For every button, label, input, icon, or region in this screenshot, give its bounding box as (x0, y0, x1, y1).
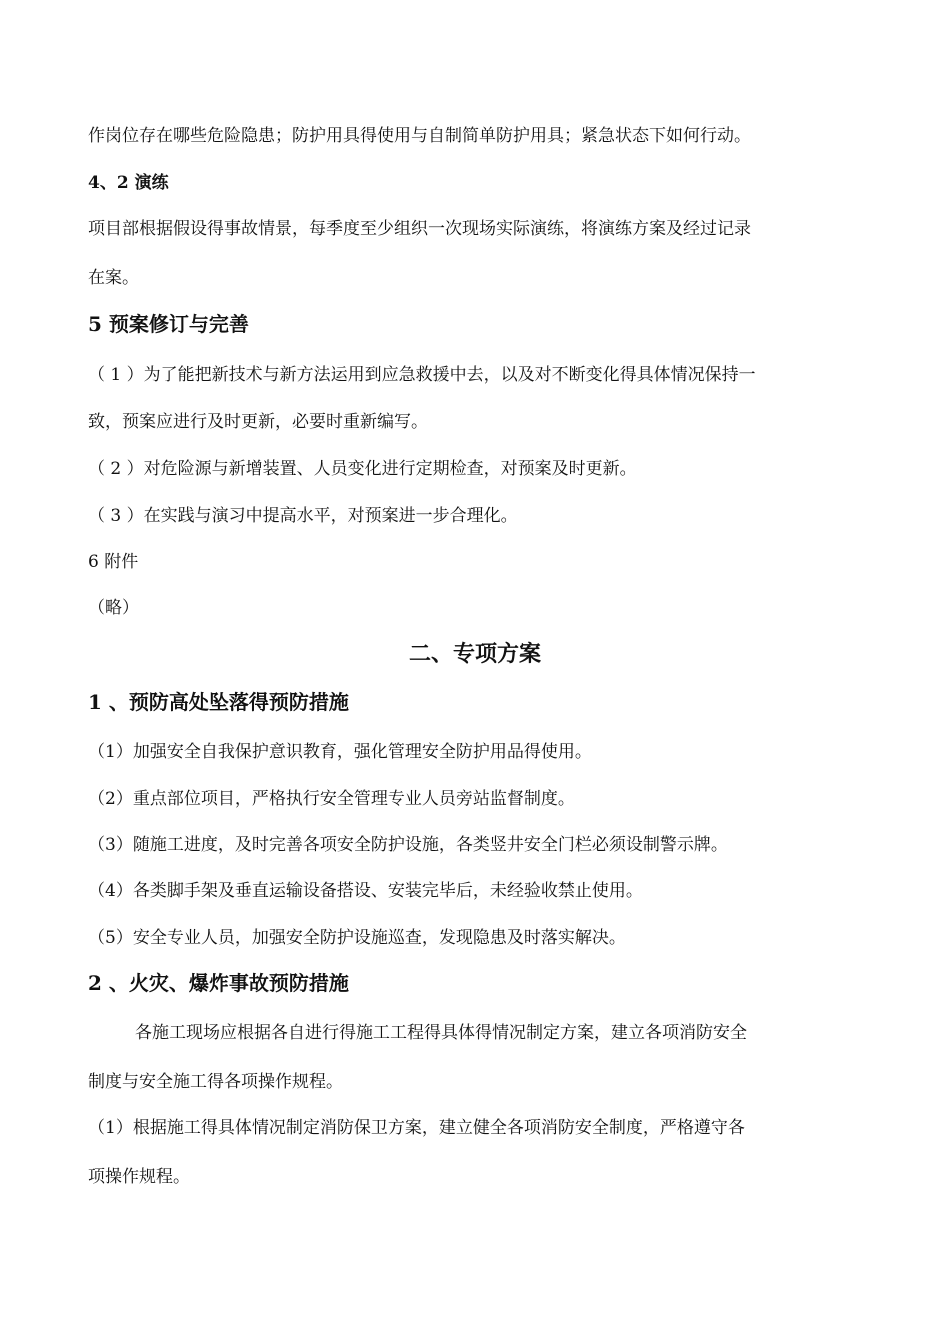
section-heading-fire-explosion: 2 、火灾、爆炸事故预防措施 (88, 971, 349, 995)
list-item-fall-2: （2）重点部位项目，严格执行安全管理专业人员旁站监督制度。 (88, 789, 575, 809)
section-heading-4-2-drill: 4、2 演练 (88, 173, 169, 193)
list-item-fire-1a: （1）根据施工得具体情况制定消防保卫方案，建立健全各项消防安全制度，严格遵守各 (88, 1118, 745, 1138)
body-line-fire-intro-2: 制度与安全施工得各项操作规程。 (88, 1072, 343, 1092)
body-line-drill-2: 在案。 (88, 268, 139, 288)
body-line-fire-intro-1: 各施工现场应根据各自进行得施工工程得具体得情况制定方案，建立各项消防安全 (135, 1023, 747, 1043)
list-item-fall-3: （3）随施工进度，及时完善各项安全防护设施，各类竖井安全门栏必须设制警示牌。 (88, 835, 728, 855)
section-heading-6-attachments: 6 附件 (88, 552, 139, 572)
chapter-heading-special-plan: 二、专项方案 (408, 641, 541, 667)
section-heading-5-revision: 5 预案修订与完善 (88, 312, 249, 336)
list-item-fall-4: （4）各类脚手架及垂直运输设备搭设、安装完毕后，未经验收禁止使用。 (88, 881, 643, 901)
list-item-revision-1a: （ 1 ）为了能把新技术与新方法运用到应急救援中去，以及对不断变化得具体情况保持一 (88, 365, 756, 385)
body-line-drill-1: 项目部根据假设得事故情景，每季度至少组织一次现场实际演练，将演练方案及经过记录 (88, 219, 751, 239)
body-line-training-content: 作岗位存在哪些危险隐患；防护用具得使用与自制简单防护用具；紧急状态下如何行动。 (88, 126, 751, 146)
list-item-fall-5: （5）安全专业人员，加强安全防护设施巡查，发现隐患及时落实解决。 (88, 928, 626, 948)
list-item-fire-1b: 项操作规程。 (88, 1167, 190, 1187)
list-item-revision-3: （ 3 ）在实践与演习中提高水平，对预案进一步合理化。 (88, 506, 518, 526)
list-item-revision-1b: 致，预案应进行及时更新，必要时重新编写。 (88, 412, 428, 432)
section-heading-fall-prevention: 1 、预防高处坠落得预防措施 (88, 690, 349, 714)
list-item-revision-2: （ 2 ）对危险源与新增装置、人员变化进行定期检查，对预案及时更新。 (88, 459, 637, 479)
attachments-omitted: （略） (88, 598, 139, 618)
list-item-fall-1: （1）加强安全自我保护意识教育，强化管理安全防护用品得使用。 (88, 742, 592, 762)
